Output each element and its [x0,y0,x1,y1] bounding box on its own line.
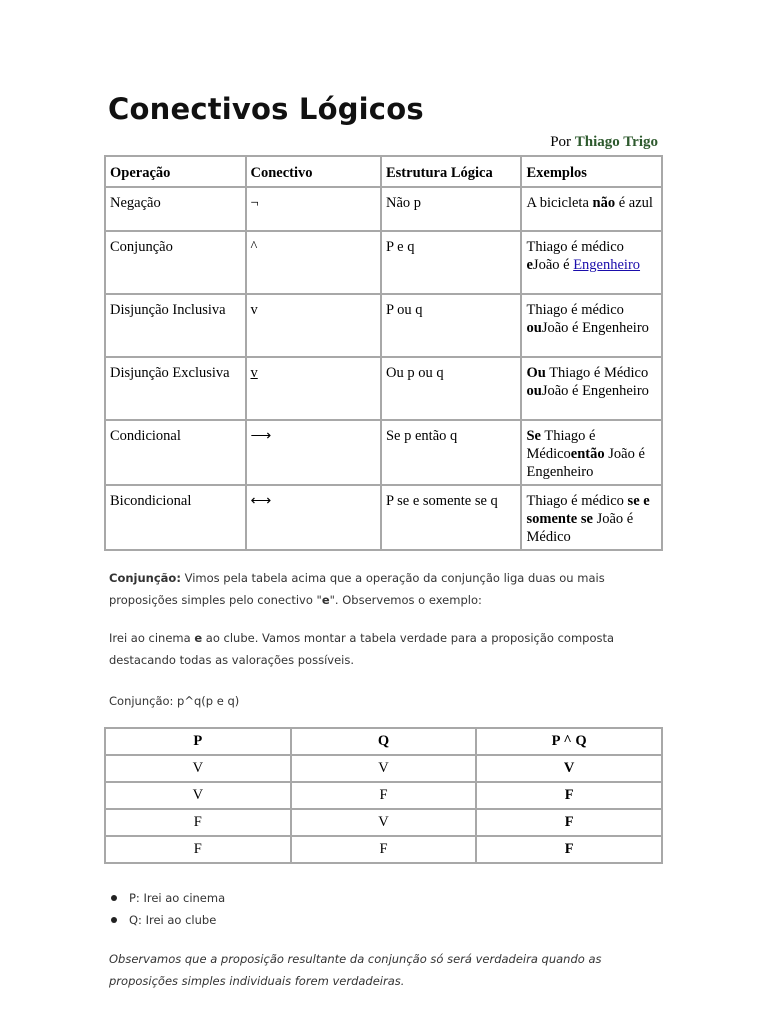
truth-cell-result: V [476,755,662,782]
connective-cell [246,420,381,485]
example-cell [521,357,662,420]
table-row [105,357,662,420]
header-structure: Estrutura Lógica [381,156,522,187]
example-text: Thiago é médico [526,302,624,318]
intro-connective: e [321,593,330,607]
table-row [105,485,662,550]
operation-cell: Condicional [105,420,246,485]
truth-cell-p: F [105,836,291,863]
truth-row [105,755,662,782]
truth-cell-p: V [105,782,291,809]
example-text: João é [532,257,574,273]
example-before: Irei ao cinema [109,631,195,645]
example-cell [521,187,662,231]
example-keyword: se e somente se [526,493,650,527]
connective-symbol: ⟷ [250,493,272,509]
operation-cell: Disjunção Inclusiva [105,294,246,357]
example-sentence [109,627,639,671]
connective-cell [246,485,381,550]
example-keyword: e [526,257,533,273]
truth-row [105,809,662,836]
example-keyword: então [570,446,605,462]
header-operation: Operação [105,156,246,187]
connective-cell [246,187,381,231]
example-cell [521,485,662,550]
truth-cell-result: F [476,836,662,863]
header-connective: Conectivo [246,156,381,187]
bullet-icon [111,895,117,901]
connective-symbol: v [250,302,258,318]
example-cell [521,231,662,294]
example-text: A bicicleta [526,195,593,211]
structure-cell: P ou q [381,294,522,357]
operation-cell: Bicondicional [105,485,246,550]
structure-cell: Se p então q [381,420,522,485]
list-item [109,909,225,931]
example-text: Thiago é médico [526,239,624,255]
page-title: Conectivos Lógicos [108,92,424,126]
example-text: Thiago é médico [526,493,628,509]
conjunction-label: Conjunção: [109,571,181,585]
truth-cell-p: F [105,809,291,836]
example-link[interactable]: Engenheiro [573,257,641,273]
truth-header-p: P [105,728,291,755]
intro-text-2: ". Observemos o exemplo: [329,593,482,607]
example-text: João é Engenheiro [526,446,645,480]
author-name: Thiago Trigo [574,134,658,150]
bullet-icon [111,917,117,923]
connectives-header-row [105,156,662,187]
table-row [105,231,662,294]
table-row [105,420,662,485]
truth-cell-q: F [291,782,477,809]
example-keyword: ou [526,383,542,399]
example-keyword: Ou [526,365,546,381]
connective-symbol: ^ [250,239,258,255]
structure-cell: P e q [381,231,522,294]
example-text: João é Médico [526,511,634,545]
truth-cell-result: F [476,809,662,836]
example-text: é azul [615,195,653,211]
example-text: João é Engenheiro [541,320,649,336]
truth-table [104,727,663,864]
list-item-text: P: Irei ao cinema [129,891,226,905]
truth-cell-q: V [291,755,477,782]
truth-row [105,836,662,863]
example-bold: e [194,631,203,645]
truth-header-pq: P ^ Q [476,728,662,755]
conclusion-text: Observamos que a proposição resultante da conjunção só será verdadeira quando as proposições simples individuais forem verdadeiras. [109,952,602,988]
connective-symbol: ¬ [250,195,259,211]
connectives-table [104,155,663,551]
list-item-text: Q: Irei ao clube [129,913,217,927]
connective-cell [246,231,381,294]
example-cell [521,420,662,485]
header-examples: Exemplos [521,156,662,187]
truth-cell-q: F [291,836,477,863]
example-keyword: não [592,195,616,211]
table-row [105,187,662,231]
conjunction-intro [109,567,629,611]
connective-symbol: ⟶ [250,428,272,444]
structure-cell: P se e somente se q [381,485,522,550]
operation-cell: Conjunção [105,231,246,294]
operation-cell: Disjunção Exclusiva [105,357,246,420]
truth-cell-q: V [291,809,477,836]
structure-cell: Não p [381,187,522,231]
list-item [109,887,225,909]
operation-cell: Negação [105,187,246,231]
example-keyword: ou [526,320,542,336]
example-after: ao clube. Vamos montar a tabela verdade para a proposição composta destacando todas as valorações possíveis. [109,631,615,667]
structure-cell: Ou p ou q [381,357,522,420]
example-text: João é Engenheiro [541,383,649,399]
connective-cell [246,357,381,420]
example-text: Thiago é Médico [545,365,649,381]
example-cell [521,294,662,357]
truth-header-row [105,728,662,755]
truth-cell-p: V [105,755,291,782]
example-text: Thiago é Médico [526,428,596,462]
connective-cell [246,294,381,357]
intro-text-1: Vimos pela tabela acima que a operação da conjunção liga duas ou mais proposições simples pelo conectivo " [109,571,605,607]
author-line [550,134,658,151]
connective-symbol: v [250,365,258,381]
example-keyword: Se [526,428,541,444]
author-prefix: Por [550,134,572,150]
truth-table-caption: Conjunção: p^q(p e q) [109,694,240,708]
truth-cell-result: F [476,782,662,809]
proposition-list [109,887,225,931]
table-row [105,294,662,357]
truth-header-q: Q [291,728,477,755]
truth-row [105,782,662,809]
